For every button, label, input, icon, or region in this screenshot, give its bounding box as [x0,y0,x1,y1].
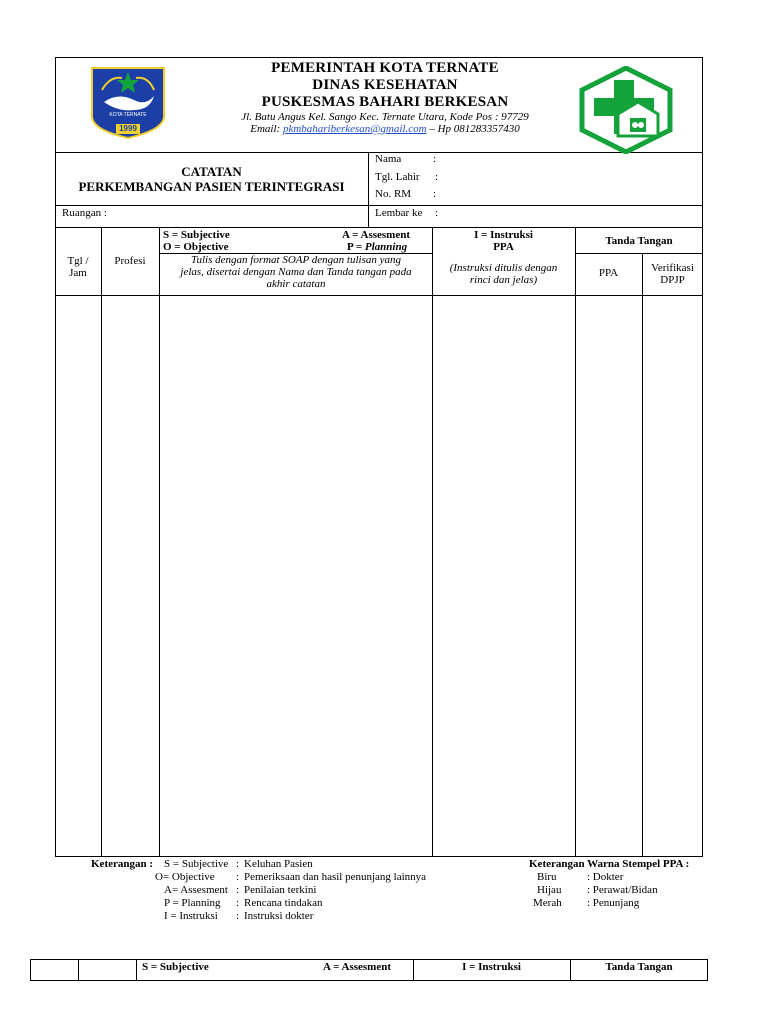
field-nama-input[interactable] [445,153,695,167]
header-contact [180,123,590,135]
field-no-rm-label: No. RM [375,188,412,200]
keterangan-item-sep: : [236,897,240,909]
ruangan-divider-top [55,205,703,206]
field-lembar-input[interactable] [445,207,695,221]
keterangan-item-key: S = Subjective [164,858,229,870]
footer-tt: Tanda Tangan [605,961,673,973]
col-header-tanda-tangan: Tanda Tangan [605,235,673,247]
footer-s: S = Subjective [142,961,209,973]
soap-p-prefix: P = [347,241,363,253]
soap-o: O = Objective [163,241,229,253]
field-nama-colon: : [433,153,437,165]
keterangan-item-key: I = Instruksi [164,910,218,922]
footer-col-line [136,959,137,981]
logo-left-year: 1999 [119,124,137,133]
body-cell-tgl-jam[interactable] [56,296,101,856]
warna-color: Biru [537,871,557,883]
col-header-instruksi: I = Instruksi [474,229,533,241]
field-ruangan-input[interactable] [118,207,363,221]
warna-meaning: : Penunjang [587,897,640,909]
keterangan-item-key: P = Planning [164,897,221,909]
warna-stempel-label: Keterangan Warna Stempel PPA : [529,858,690,870]
keterangan-item-val: Penilaian terkini [244,884,317,896]
field-lembar-label: Lembar ke [375,207,423,219]
body-cell-dpjp-verification[interactable] [643,296,702,856]
soap-note-2: jelas, disertai dengan Nama dan Tanda tangan pada [180,266,412,278]
body-cell-profesi[interactable] [102,296,159,856]
header-line-3: PUSKESMAS BAHARI BERKESAN [261,94,509,110]
col-header-tgl: Tgl / [67,255,89,267]
soap-note-1: Tulis dengan format SOAP dengan tulisan yang [190,254,402,266]
warna-meaning: : Perawat/Bidan [587,884,658,896]
keterangan-label: Keterangan : [91,858,154,870]
col-header-verifikasi: Verifikasi [651,262,694,274]
body-cell-instruksi[interactable] [433,296,575,856]
keterangan-item-val: Pemeriksaan dan hasil penunjang lainnya [244,871,427,883]
keterangan-item-sep: : [236,884,240,896]
soap-s: S = Subjective [163,229,230,241]
keterangan-item-val: Instruksi dokter [244,910,314,922]
phone-number: – Hp 081283357430 [429,123,520,135]
keterangan-item-sep: : [236,910,240,922]
warna-color: Hijau [537,884,562,896]
field-no-rm-colon: : [433,188,437,200]
instruksi-note-1: (Instruksi ditulis dengan [449,262,558,274]
keterangan-item-key: A= Assesment [164,884,228,896]
soap-a: A = Assesment [342,229,410,241]
col-header-dpjp: DPJP [660,274,685,286]
col-header-instruksi-ppa: PPA [493,241,514,253]
keterangan-item-sep: : [236,858,240,870]
field-no-rm-input[interactable] [445,187,695,201]
header-address: Jl. Batu Angus Kel. Sango Kec. Ternate Utara, Kode Pos : 97729 [241,111,529,123]
col-header-jam: Jam [69,267,87,279]
soap-p [347,241,407,253]
title-divider [368,152,369,227]
kota-ternate-logo [90,66,166,140]
tanda-tangan-subheader-line [575,253,703,254]
footer-a: A = Assesment [323,961,391,973]
soap-p-word: Planning [364,241,408,253]
soap-note-3: akhir catatan [266,278,326,290]
header-line-2: DINAS KESEHATAN [312,77,458,93]
body-cell-ppa-signature[interactable] [576,296,642,856]
field-lembar-colon: : [435,207,439,219]
header-line-1: PEMERINTAH KOTA TERNATE [271,60,499,76]
field-nama-label: Nama [375,153,402,165]
warna-meaning: : Dokter [587,871,624,883]
field-tgl-lahir-label: Tgl. Lahir [375,171,420,183]
email-label: Email: [250,123,281,135]
field-tgl-lahir-input[interactable] [445,170,695,184]
field-ruangan-label: Ruangan : [62,207,107,219]
body-cell-soap[interactable] [160,296,432,856]
email-link[interactable]: pkmbahariberkesan@gmail.com [282,123,427,135]
keterangan-item-val: Keluhan Pasien [244,858,313,870]
col-header-profesi: Profesi [114,255,146,267]
keterangan-item-sep: : [236,871,240,883]
puskesmas-logo [578,66,674,154]
field-tgl-lahir-colon: : [435,171,439,183]
instruksi-note-2: rinci dan jelas) [469,274,538,286]
footer-i: I = Instruksi [462,961,521,973]
form-title-line-1: CATATAN [181,164,242,179]
warna-color: Merah [533,897,562,909]
form-title-line-2: PERKEMBANGAN PASIEN TERINTEGRASI [78,179,345,194]
keterangan-item-key: O= Objective [155,871,215,883]
table-top-line [55,227,703,228]
col-header-ppa: PPA [598,267,619,279]
logo-left-text: KOTA TERNATE [109,112,147,118]
footer-col-line [78,959,79,981]
keterangan-item-val: Rencana tindakan [244,897,323,909]
